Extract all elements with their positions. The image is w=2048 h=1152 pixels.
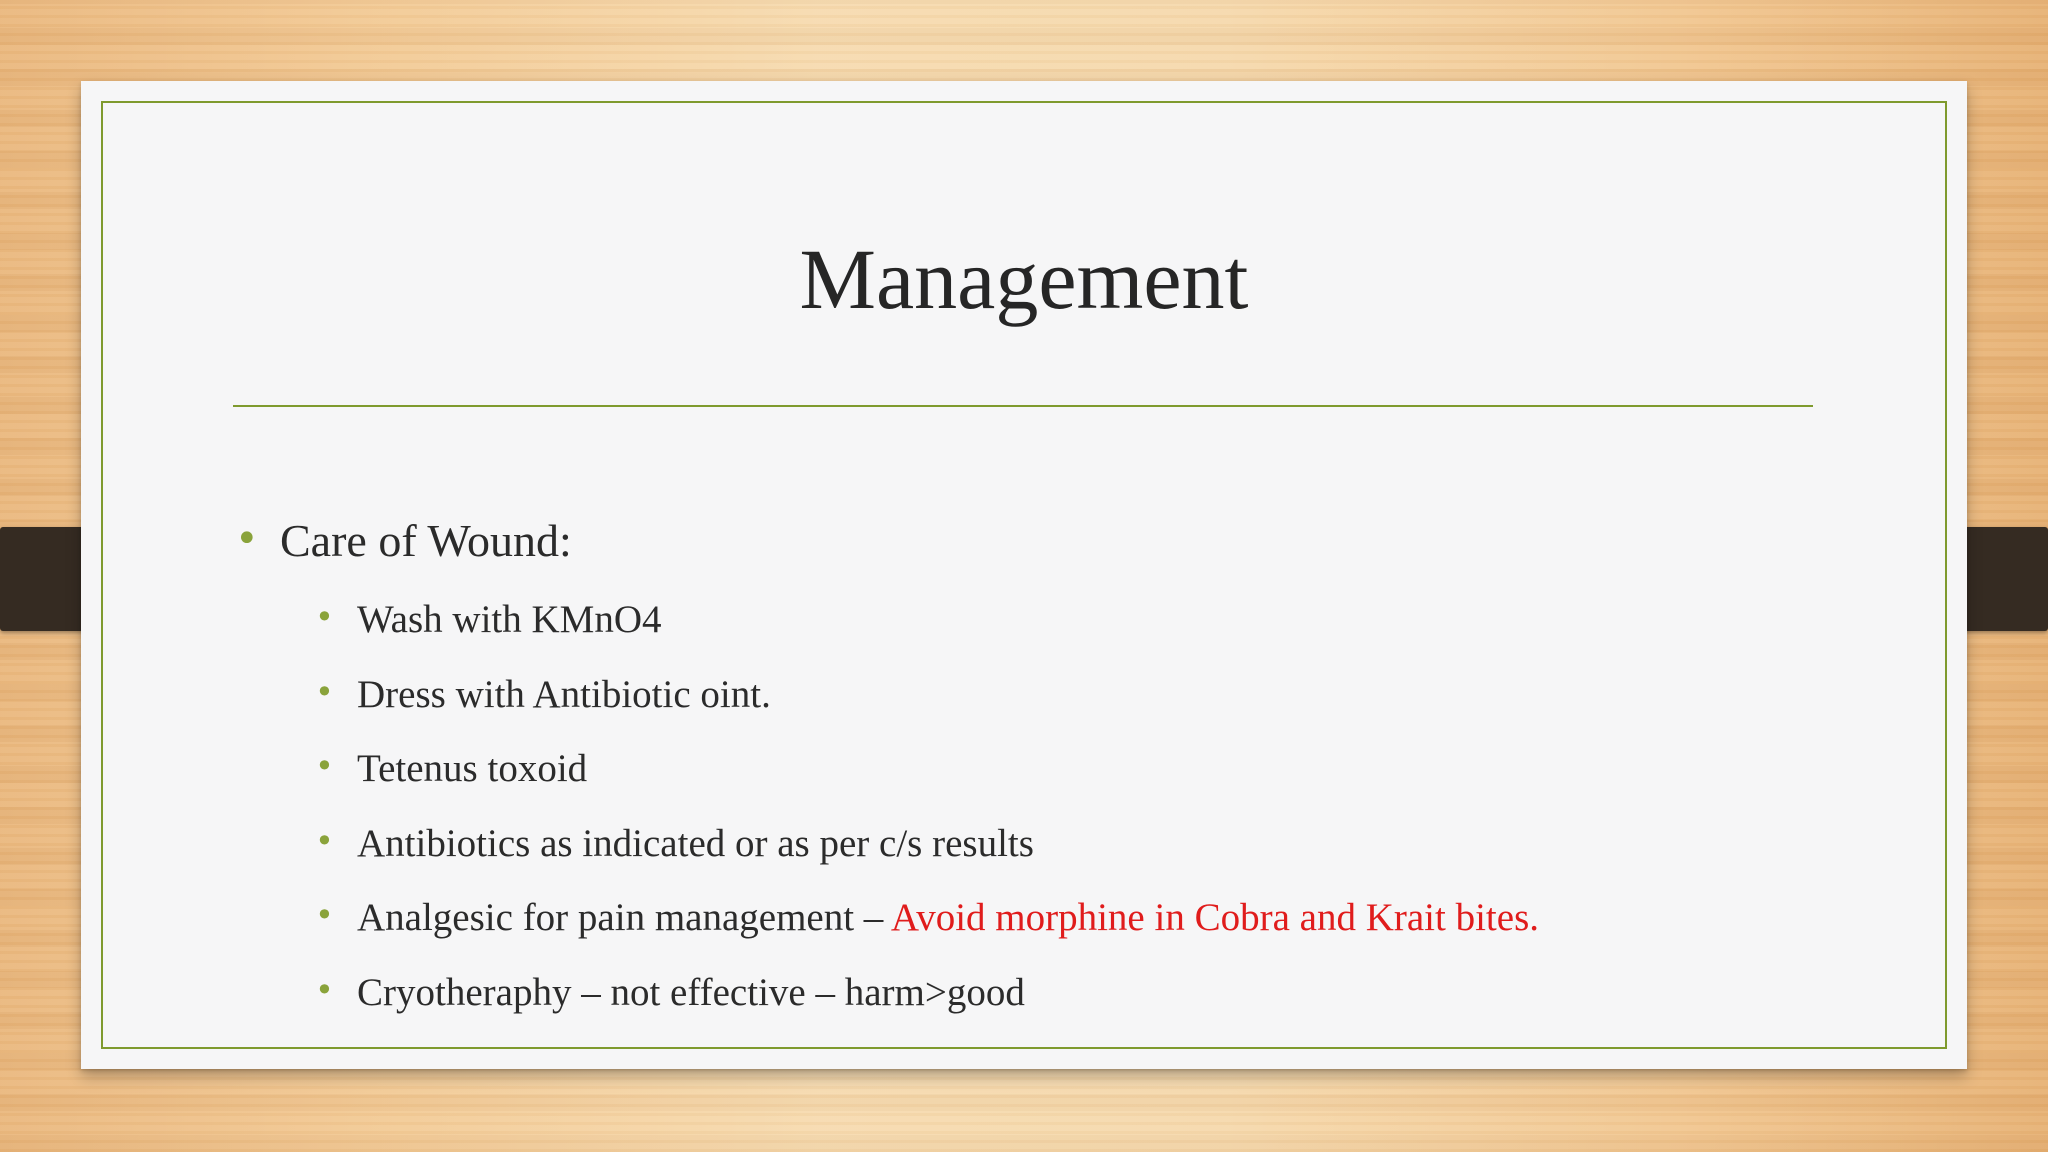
title-divider	[233, 405, 1813, 407]
sub-bullet-text: Wash with KMnO4	[357, 598, 662, 641]
warning-text: Avoid morphine in Cobra and Krait bites.	[890, 896, 1539, 939]
bullet-dot-icon: •	[315, 747, 334, 785]
bullet-list	[233, 511, 1853, 1018]
bullet-text: Care of Wound:	[280, 515, 572, 566]
sub-bullet-analgesic	[233, 881, 1853, 956]
bullet-dot-icon: •	[315, 896, 334, 934]
sub-bullet-text: Cryotheraphy – not effective – harm>good	[357, 970, 1025, 1014]
sub-bullet-antibiotics	[233, 807, 1853, 882]
bullet-dot-icon: •	[315, 970, 334, 1009]
sub-bullet-group	[233, 571, 1853, 1018]
bullet-dot-icon: •	[315, 672, 334, 711]
bullet-care-of-wound	[233, 511, 1853, 571]
sub-bullet-text: Tetenus toxoid	[357, 747, 588, 790]
sub-bullet-list	[233, 583, 1853, 1030]
slide	[81, 81, 1967, 1069]
sub-bullet-text: Dress with Antibiotic oint.	[357, 672, 771, 716]
sub-bullet-cryotherapy	[233, 956, 1853, 1031]
bullet-dot-icon: •	[235, 516, 259, 562]
bullet-dot-icon: •	[315, 598, 334, 636]
sub-bullet-text: Antibiotics as indicated or as per c/s results	[357, 821, 1034, 865]
sub-bullet-text: Analgesic for pain management –	[357, 896, 891, 939]
sub-bullet-wash	[233, 583, 1853, 658]
sub-bullet-dress	[233, 658, 1853, 733]
sub-bullet-tetanus	[233, 732, 1853, 807]
slide-title: Management	[799, 231, 1249, 327]
bullet-dot-icon: •	[315, 821, 334, 860]
